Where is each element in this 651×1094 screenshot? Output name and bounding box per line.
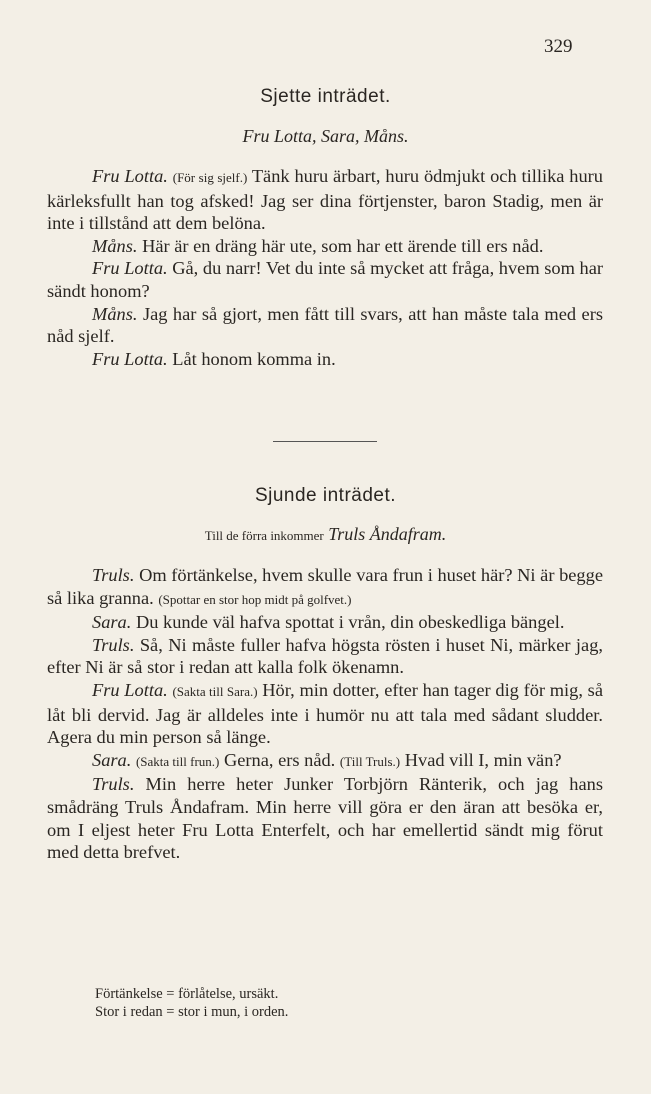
stage-direction: (För sig sjelf.) bbox=[172, 170, 248, 185]
speaker-name: Fru Lotta. bbox=[92, 348, 168, 369]
scene-6-title: Sjette inträdet. bbox=[260, 86, 391, 107]
speaker-name: Fru Lotta. bbox=[92, 258, 168, 279]
dialogue-line bbox=[47, 165, 603, 235]
speaker-name: Truls. bbox=[92, 634, 135, 655]
footnotes bbox=[95, 985, 575, 1021]
line-text: Min herre heter Junker Torbjörn Ränterik, och jag hans smådräng Truls Åndafram. Min herre vill göra er den äran att besöka er, om I eljest heter Fru Lotta Enterfelt, och har emellertid sändt mig förut med detta brefvet. bbox=[47, 774, 603, 863]
line-text: Så, Ni måste fuller hafva högsta rösten i huset Ni, märker jag, efter Ni är så stor i redan att kalla folk ökenamn. bbox=[47, 634, 603, 678]
footnote: Stor i redan = stor i mun, i orden. bbox=[95, 1004, 289, 1020]
line-text: Gerna, ers nåd. bbox=[223, 749, 336, 770]
line-text: Låt honom komma in. bbox=[172, 348, 336, 369]
dialogue-line bbox=[47, 773, 603, 863]
dialogue-line bbox=[47, 749, 603, 774]
speaker-name: Sara. bbox=[92, 749, 132, 770]
scene-6-cast: Fru Lotta, Sara, Måns. bbox=[242, 126, 409, 146]
dialogue-line bbox=[47, 679, 603, 749]
dialogue-line bbox=[47, 303, 603, 348]
speaker-name: Måns. bbox=[92, 303, 138, 324]
dialogue-line bbox=[47, 564, 603, 611]
line-text: Om förtänkelse, hvem skulle vara frun i huset här? Ni är begge så lika granna. bbox=[47, 565, 603, 608]
speaker-name: Måns. bbox=[92, 235, 138, 256]
entry-prefix: Till de förra inkommer bbox=[204, 528, 324, 543]
line-text: Du kunde väl hafva spottat i vrån, din obeskedliga bängel. bbox=[135, 612, 565, 633]
speaker-name: Truls. bbox=[92, 565, 135, 585]
entry-name: Truls Åndafram. bbox=[328, 524, 447, 544]
line-text: Här är en dräng här ute, som har ett ärende till ers nåd. bbox=[142, 235, 544, 256]
dialogue-line bbox=[47, 235, 603, 258]
speaker-name: Sara. bbox=[92, 612, 132, 633]
scene-7-title: Sjunde inträdet. bbox=[254, 485, 397, 506]
dialogue-line bbox=[47, 348, 603, 371]
speaker-name: Fru Lotta. bbox=[92, 166, 168, 186]
scene-6-dialogue bbox=[47, 165, 603, 370]
line-text: Tänk huru ärbart, huru ödmjukt och tillika huru kärleksfullt han tog afsked! Jag ser dina förtjenster, baron Stadig, men är inte i tillstånd att dem belöna. bbox=[47, 166, 603, 234]
dialogue-line bbox=[47, 611, 603, 634]
stage-direction: (Till Truls.) bbox=[339, 753, 401, 769]
speaker-name: Fru Lotta. bbox=[92, 679, 168, 700]
line-text: Hör, min dotter, efter han tager dig för mig, så låt bli dervid. Jag är alldeles inte i humör nu att tala med sådant sludder. Agera du min person så länge. bbox=[47, 679, 603, 748]
page-number: 329 bbox=[544, 36, 573, 57]
scene-7-dialogue bbox=[47, 564, 603, 864]
dialogue-line bbox=[47, 257, 603, 302]
stage-direction: (Sakta till Sara.) bbox=[172, 683, 258, 699]
line-text: Hvad vill I, min vän? bbox=[404, 749, 562, 770]
speaker-name: Truls. bbox=[92, 774, 135, 795]
section-divider bbox=[273, 441, 377, 442]
stage-direction: (Sakta till frun.) bbox=[135, 753, 220, 769]
dialogue-line bbox=[47, 634, 603, 679]
stage-direction: (Spottar en stor hop midt på golfvet.) bbox=[158, 591, 352, 607]
scene-7-entry bbox=[0, 524, 651, 545]
line-text: Gå, du narr! Vet du inte så mycket att fråga, hvem som har sändt honom? bbox=[47, 258, 603, 301]
footnote: Förtänkelse = förlåtelse, ursäkt. bbox=[95, 986, 279, 1002]
line-text: Jag har så gjort, men fått till svars, att han måste tala med ers nåd sjelf. bbox=[47, 303, 603, 347]
